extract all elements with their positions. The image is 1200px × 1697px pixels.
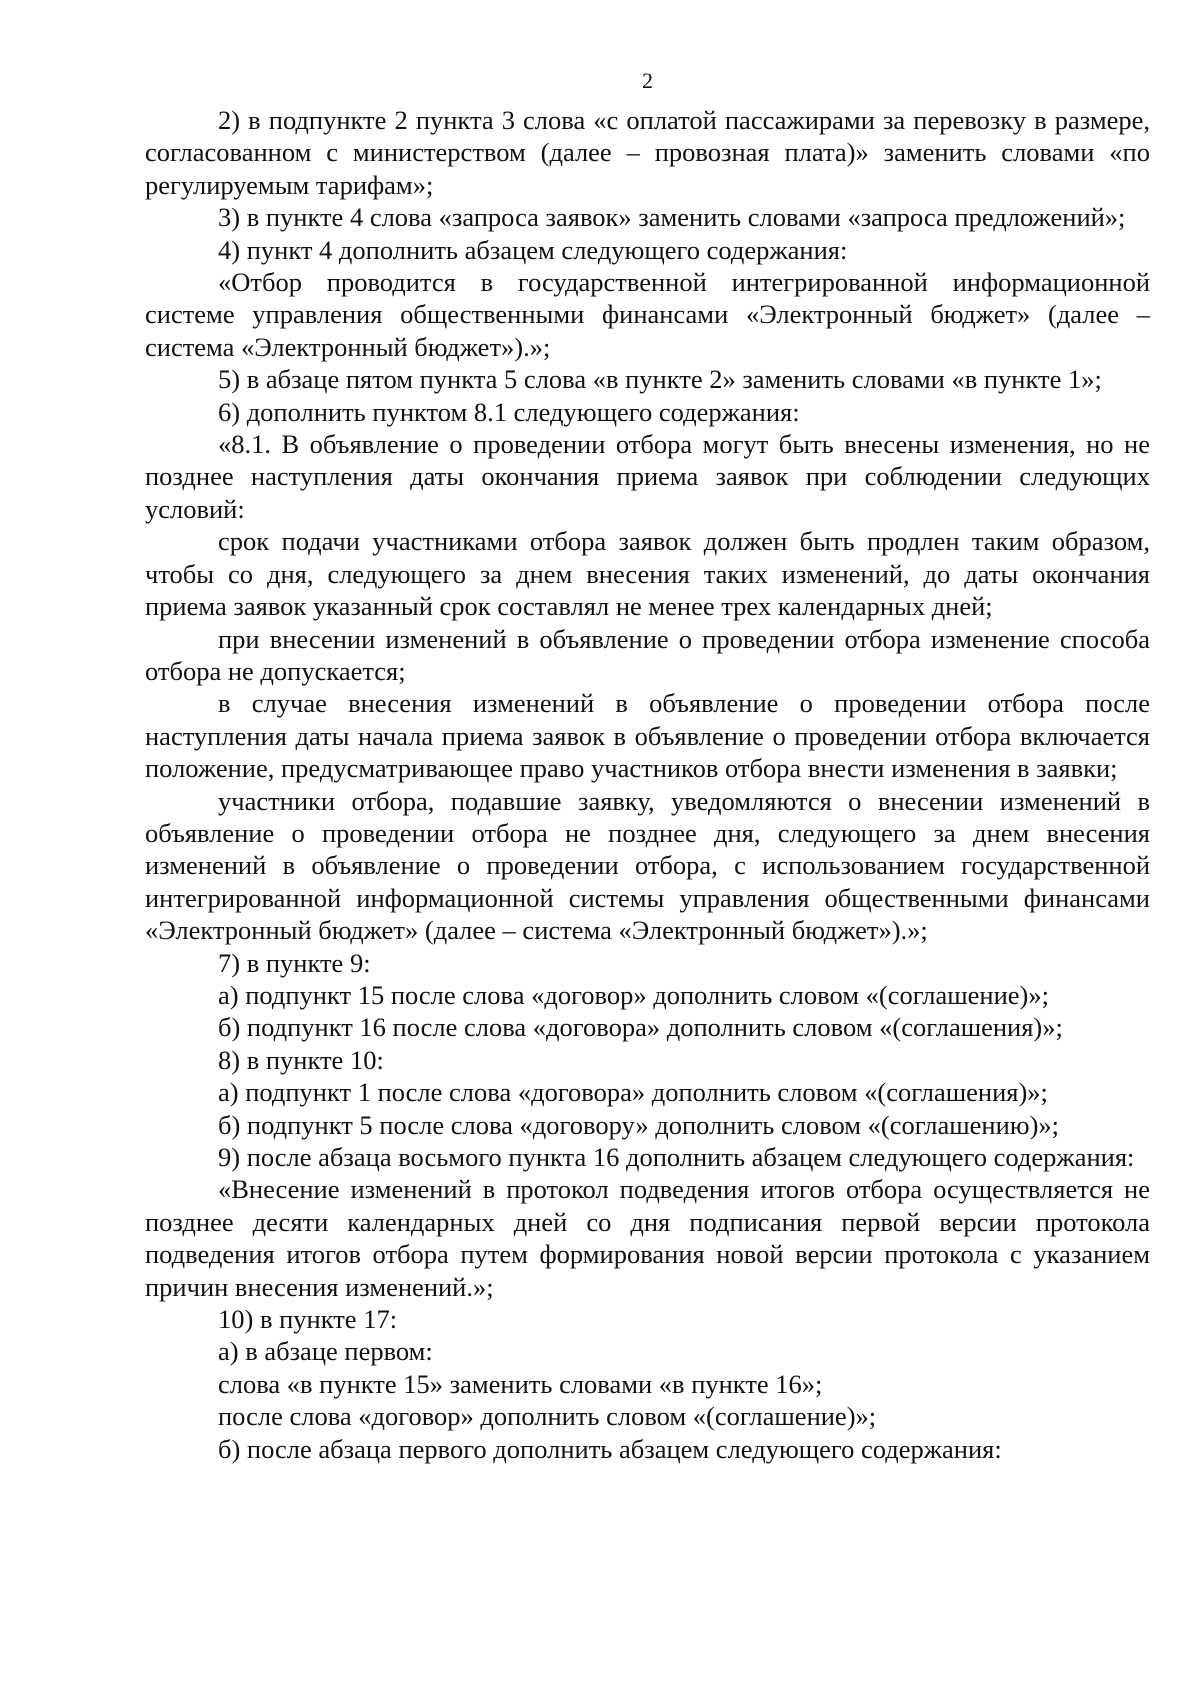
paragraph: слова «в пункте 15» заменить словами «в пункте 16»; [218,1368,823,1399]
paragraph: б) подпункт 5 после слова «договору» дополнить словом «(соглашению)»; [218,1109,1060,1140]
paragraph: а) подпункт 1 после слова «договора» дополнить словом «(соглашения)»; [218,1077,1048,1108]
paragraph: б) после абзаца первого дополнить абзацем следующего содержания: [218,1433,1002,1464]
page-number: 2 [642,68,653,93]
paragraph: после слова «договор» дополнить словом «(соглашение)»; [218,1401,877,1432]
paragraph: б) подпункт 16 после слова «договора» дополнить словом «(соглашения)»; [218,1012,1063,1043]
paragraph: срок подачи участниками отбора заявок должен быть продлен таким образом, чтобы со дня, следующего за днем внесения таких изменений, до даты окончания приема заявок указанный срок составлял не менее трех календарных дней; [145,526,1150,622]
paragraph: а) в абзаце первом: [218,1336,433,1367]
paragraph: 4) пункт 4 дополнить абзацем следующего содержания: [218,234,848,265]
paragraph: при внесении изменений в объявление о проведении отбора изменение способа отбора не допускается; [145,623,1150,686]
paragraph: 3) в пункте 4 слова «запроса заявок» заменить словами «запроса предложений»; [218,202,1126,233]
paragraph: участники отбора, подавшие заявку, уведомляются о внесении изменений в объявление о проведении отбора не позднее дня, следующего за днем внесения изменений в объявление о проведении отбора, с использованием государственной интегрированной информационной системы управления общественными финансами «Электронный бюджет» (далее – система «Электронный бюджет»).»; [145,785,1150,946]
paragraph: «Отбор проводится в государственной интегрированной информационной системе управления общественными финансами «Электронный бюджет» (далее – система «Электронный бюджет»).»; [145,267,1150,362]
paragraph: а) подпункт 15 после слова «договор» дополнить словом «(соглашение)»; [218,979,1049,1010]
document-body [145,104,1150,1465]
paragraph: 9) после абзаца восьмого пункта 16 дополнить абзацем следующего содержания: [218,1142,1135,1172]
paragraph: 8) в пункте 10: [218,1044,384,1075]
paragraph: в случае внесения изменений в объявление о проведении отбора после наступления даты начала приема заявок в объявление о проведении отбора включается положение, предусматривающее право участников отбора внести изменения в заявки; [145,688,1150,784]
paragraph: 2) в подпункте 2 пункта 3 слова «с оплатой пассажирами за перевозку в размере, согласованном с министерством (далее – провозная плата)» заменить словами «по регулируемым тарифам»; [145,105,1150,200]
paragraph: 6) дополнить пунктом 8.1 следующего содержания: [218,396,800,427]
paragraph: «8.1. В объявление о проведении отбора могут быть внесены изменения, но не позднее наступления даты окончания приема заявок при соблюдении следующих условий: [145,429,1150,524]
paragraph: «Внесение изменений в протокол подведения итогов отбора осуществляется не позднее десяти календарных дней со дня подписания первой версии протокола подведения итогов отбора путем формирования новой версии протокола с указанием причин внесения изменений.»; [145,1174,1150,1302]
paragraph: 10) в пункте 17: [218,1304,398,1335]
paragraph: 5) в абзаце пятом пункта 5 слова «в пункте 2» заменить словами «в пункте 1»; [218,364,1102,395]
paragraph: 7) в пункте 9: [218,947,371,978]
